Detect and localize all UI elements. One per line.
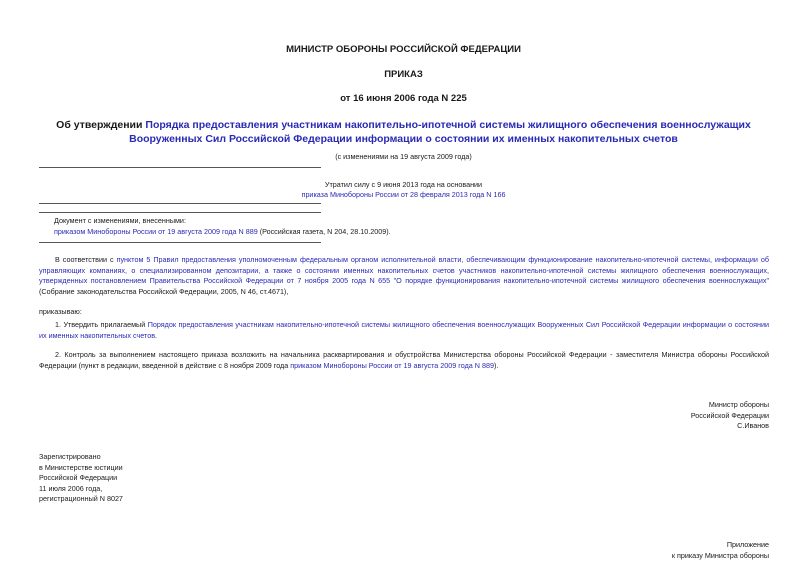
title-prefix: Об утверждении <box>56 119 146 131</box>
document-title <box>36 118 771 146</box>
divider-1 <box>39 167 321 168</box>
signature-block <box>691 400 769 432</box>
registration-line-1: Зарегистрировано <box>39 452 101 461</box>
ministry-heading: МИНИСТР ОБОРОНЫ РОССИЙСКОЙ ФЕДЕРАЦИИ <box>286 44 521 55</box>
doc-type-heading: ПРИКАЗ <box>384 69 423 80</box>
expired-note <box>0 180 807 200</box>
registration-line-5: регистрационный N 8027 <box>39 494 123 503</box>
divider-2 <box>39 203 321 204</box>
p3-amendment-link[interactable]: приказом Минобороны России от 19 августа 2009 года N 889 <box>290 360 494 370</box>
appendix-line-2: к приказу Министра обороны <box>671 550 769 560</box>
changes-link[interactable]: приказом Минобороны России от 19 августа 2009 года N 889 <box>54 227 258 236</box>
changes-label: Документ с изменениями, внесенными: <box>54 216 186 225</box>
registration-line-3: Российской Федерации <box>39 473 118 482</box>
appendix-line-1: Приложение <box>726 540 769 549</box>
registration-block <box>39 452 123 505</box>
p1-text-b: (Собрание законодательства Российской Федерации, 2005, N 46, ст.4671), <box>39 286 289 296</box>
amendment-note: (с изменениями на 19 августа 2009 года) <box>335 152 472 161</box>
divider-4 <box>39 242 321 243</box>
registration-line-2: в Министерстве юстиции <box>39 462 123 472</box>
changes-line <box>54 227 391 237</box>
signature-line-3: С.Иванов <box>737 421 769 430</box>
p3-text-b: ). <box>493 360 499 370</box>
expired-link[interactable]: приказа Минобороны России от 28 февраля 2013 года N 166 <box>301 190 506 199</box>
p3-text-a: 2. Контроль за выполнением настоящего приказа возложить на начальника расквартирования и обустройства Министерства обороны Российской Федерации - заместителя Министра обороны Российской Федерации (пункт в редакции, введенной в действие с 8 ноября 2009 года <box>39 350 769 370</box>
divider-3 <box>39 212 321 213</box>
signature-line-1: Министр обороны <box>708 400 769 409</box>
appendix-block <box>672 540 769 561</box>
p1-rules-link[interactable]: пунктом 5 Правил предоставления уполномоченным федеральным органом исполнительной власти, обеспечивающим функционирование накопительно-ипотечной системы, информации об управляющих компаниях, о специализированном депозитарии, а также о состоянии именных накопительных счетов участников накопительно-ипотечной системы жилищного обеспечения военнослужащих, утвержденных постановлением Правительства Российской Федерации от 7 ноября 2005 года N 655 "О порядке функционирования накопительно-ипотечной системы жилищного обеспечения военнослужащих" <box>39 255 769 285</box>
expired-line: Утратил силу с 9 июня 2013 года на основании <box>324 180 483 189</box>
p2-text-a: 1. Утвердить прилагаемый <box>55 320 148 329</box>
signature-line-2: Российской Федерации <box>690 410 769 420</box>
changes-suffix: (Российская газета, N 204, 28.10.2009). <box>257 227 391 236</box>
p2-procedure-link[interactable]: Порядок предоставления участникам накопительно-ипотечной системы жилищного обеспечения военнослужащих Вооруженных Сил Российской Федерации информации о состоянии их именных накопительных счетов <box>39 320 769 340</box>
p1-text-a: В соответствии с <box>55 255 117 264</box>
registration-line-4: 11 июля 2006 года, <box>39 483 103 493</box>
paragraph-item-2 <box>39 350 769 371</box>
paragraph-item-1 <box>39 320 769 341</box>
title-link[interactable]: Порядка предоставления участникам накопительно-ипотечной системы жилищного обеспечения военнослужащих Вооруженных Сил Российской Федерации информации о состоянии их именных накопительных счетов <box>129 119 751 145</box>
p2-text-b: . <box>155 330 158 340</box>
order-word: приказываю: <box>39 307 82 316</box>
paragraph-basis <box>39 255 769 297</box>
date-number-heading: от 16 июня 2006 года N 225 <box>340 93 467 104</box>
